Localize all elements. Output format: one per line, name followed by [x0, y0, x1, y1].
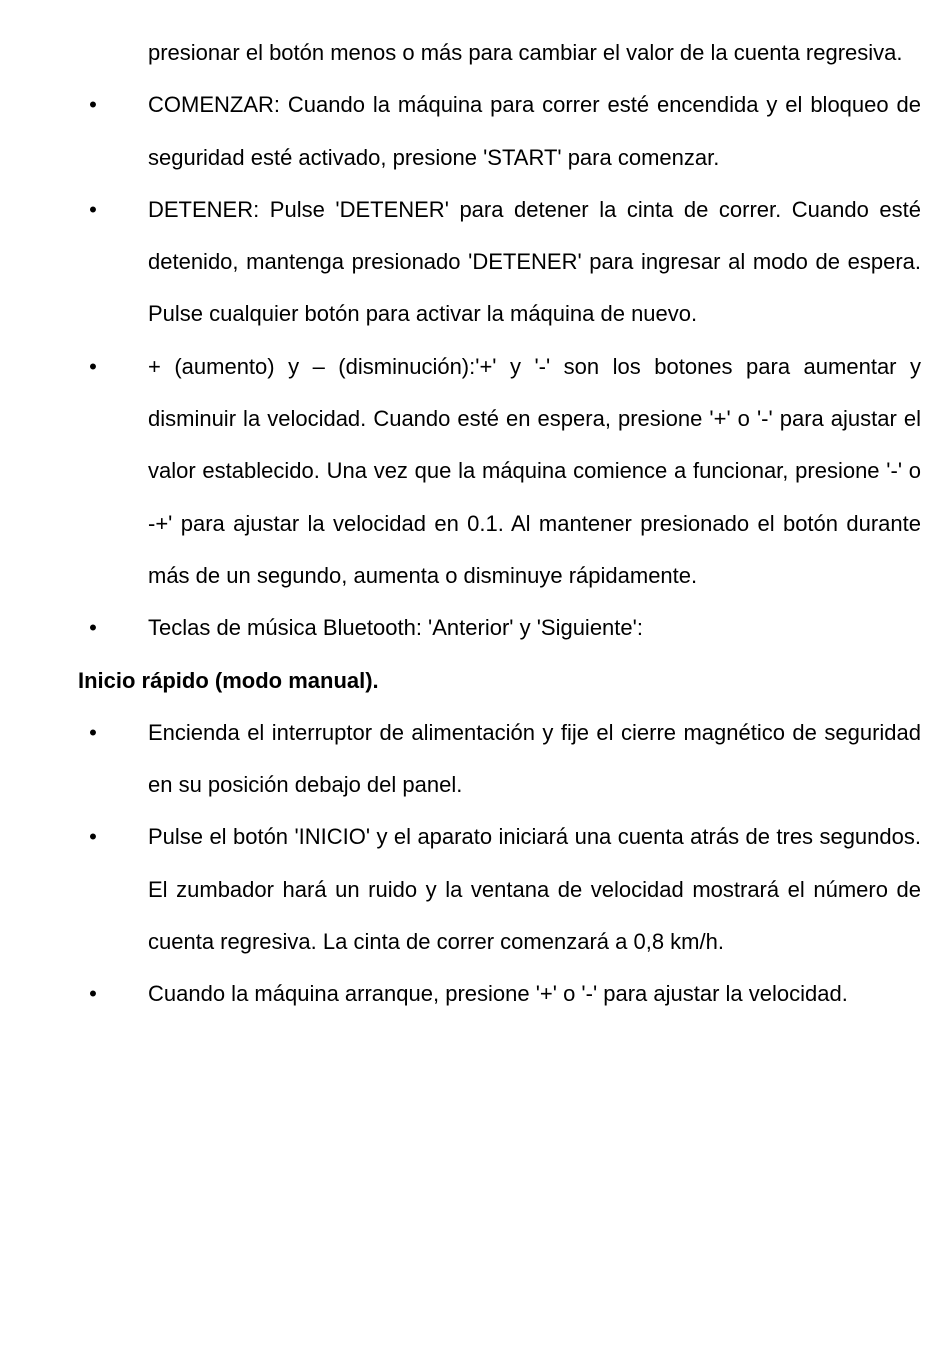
bullet-icon: •: [89, 824, 97, 850]
list-item-text: DETENER: Pulse 'DETENER' para detener la cinta de correr. Cuando esté detenido, mantenga presionado 'DETENER' para ingresar al modo de espera. Pulse cualquier botón para activar la máquina de nuevo.: [148, 196, 921, 327]
list-item-adjust-speed: [0, 968, 950, 1020]
list-item-start-countdown: [0, 811, 950, 968]
list-item-text: Cuando la máquina arranque, presione '+' o '-' para ajustar la velocidad.: [148, 981, 848, 1007]
list-item-text: Pulse el botón 'INICIO' y el aparato iniciará una cuenta atrás de tres segundos. El zumbador hará un ruido y la ventana de velocidad mostrará el número de cuenta regresiva. La cinta de correr comenzará a 0,8 km/h.: [148, 824, 921, 955]
continuation-text: presionar el botón menos o más para cambiar el valor de la cuenta regresiva.: [148, 40, 903, 65]
list-item-power-switch: [0, 707, 950, 812]
list-item-speed-buttons: [0, 341, 950, 602]
list-item-text: Encienda el interruptor de alimentación y fije el cierre magnético de seguridad en su posición debajo del panel.: [148, 719, 921, 798]
bullet-icon: •: [89, 196, 97, 222]
list-item-comenzar: [0, 79, 950, 184]
continuation-paragraph: [0, 27, 950, 79]
bullet-icon: •: [89, 92, 97, 118]
list-item-text: + (aumento) y – (disminución):'+' y '-' son los botones para aumentar y disminuir la velocidad. Cuando esté en espera, presione '+' o '-' para ajustar el valor establecido. Una vez que la máquina comience a funcionar, presione '-' o -+' para ajustar la velocidad en 0.1. Al mantener presionado el botón durante más de un segundo, aumenta o disminuye rápidamente.: [148, 353, 921, 588]
list-item-text: Teclas de música Bluetooth: 'Anterior' y 'Siguiente':: [148, 615, 643, 641]
bullet-icon: •: [89, 981, 97, 1007]
document-page: [0, 27, 950, 1021]
bullet-icon: •: [89, 615, 97, 641]
list-item-detener: [0, 184, 950, 341]
bullet-icon: •: [89, 353, 97, 379]
bullet-icon: •: [89, 719, 97, 745]
list-item-text: COMENZAR: Cuando la máquina para correr esté encendida y el bloqueo de seguridad esté activado, presione 'START' para comenzar.: [148, 92, 921, 170]
list-item-bluetooth-keys: [0, 602, 950, 654]
section-heading: Inicio rápido (modo manual).: [78, 667, 379, 693]
